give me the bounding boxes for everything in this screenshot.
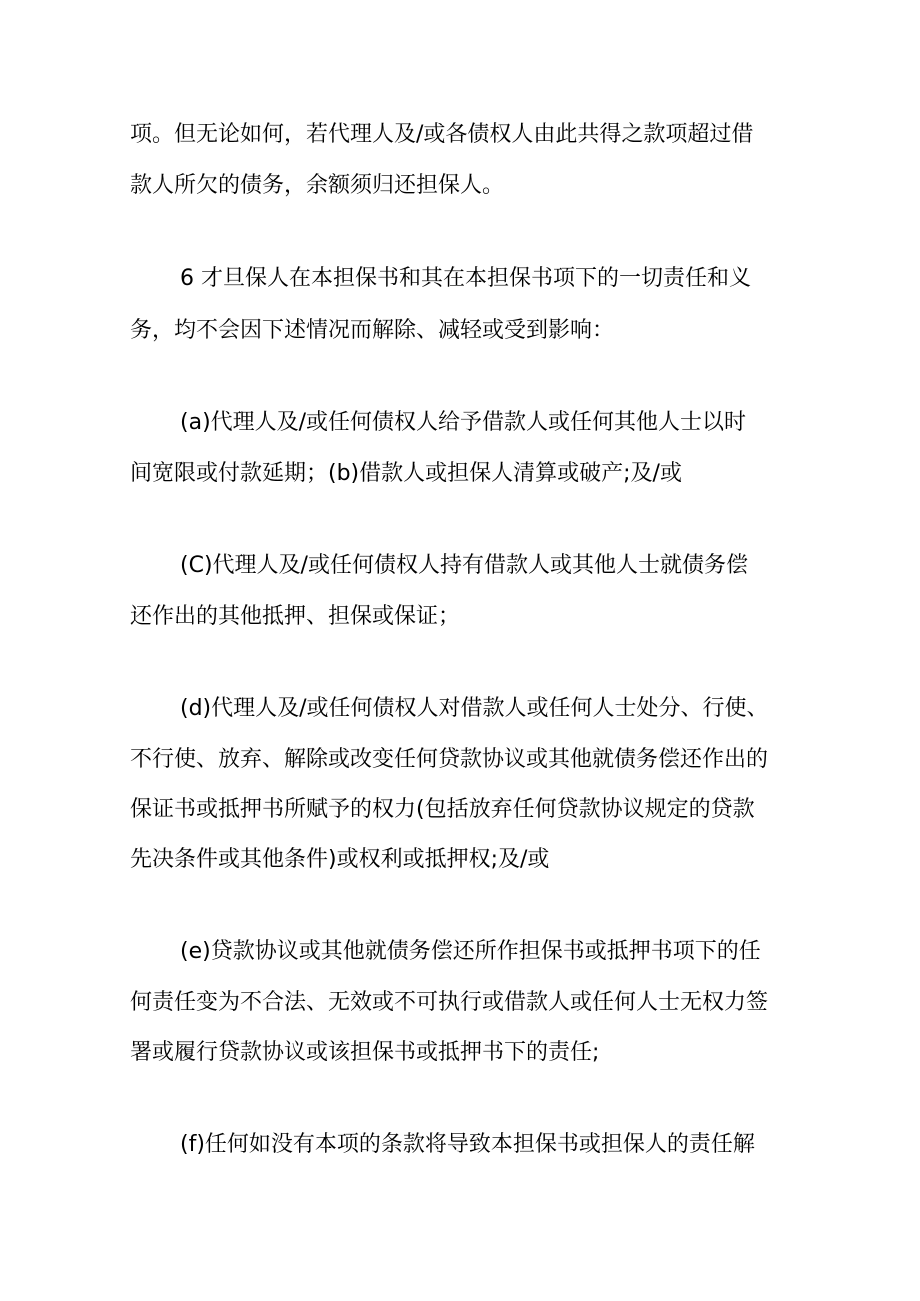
- text-line: 不行使、放弃、解除或改变任何贷款协议或其他就债务偿还作出的: [130, 747, 769, 772]
- text-line: (d)代理人及/或任何债权人对借款人或任何人士处分、行使、: [180, 696, 769, 721]
- text-line: 间宽限或付款延期；(b)借款人或担保人清算或破产;及/或: [130, 461, 682, 486]
- text-line: 6 才旦保人在本担保书和其在本担保书项下的一切责任和义: [180, 266, 751, 291]
- text-line: 还作出的其他抵押、担保或保证；: [130, 604, 461, 629]
- text-line: 保证书或抵押书所赋予的权力(包括放弃任何贷款协议规定的贷款: [130, 797, 755, 822]
- text-line: 项。但无论如何，若代理人及/或各债权人由此共得之款项超过借: [130, 122, 754, 147]
- text-line: 何责任变为不合法、无效或不可执行或借款人或任何人士无权力签: [130, 990, 769, 1015]
- text-line: (f)任何如没有本项的条款将导致本担保书或担保人的责任解: [180, 1132, 755, 1157]
- text-line: 先决条件或其他条件)或权利或抵押权;及/或: [130, 847, 550, 872]
- text-line: 款人所欠的债务，余额须归还担保人。: [130, 173, 505, 198]
- text-line: 署或履行贷款协议或该担保书或抵押书下的责任;: [130, 1040, 600, 1065]
- text-line: (a)代理人及/或任何债权人给予借款人或任何其他人士以时: [180, 410, 747, 435]
- text-line: (e)贷款协议或其他就债务偿还所作担保书或抵押书项下的任: [180, 939, 761, 964]
- text-line: (C)代理人及/或任何债权人持有借款人或其他人士就债务偿: [180, 553, 748, 578]
- text-line: 务，均不会因下述情况而解除、减轻或受到影响：: [130, 318, 615, 343]
